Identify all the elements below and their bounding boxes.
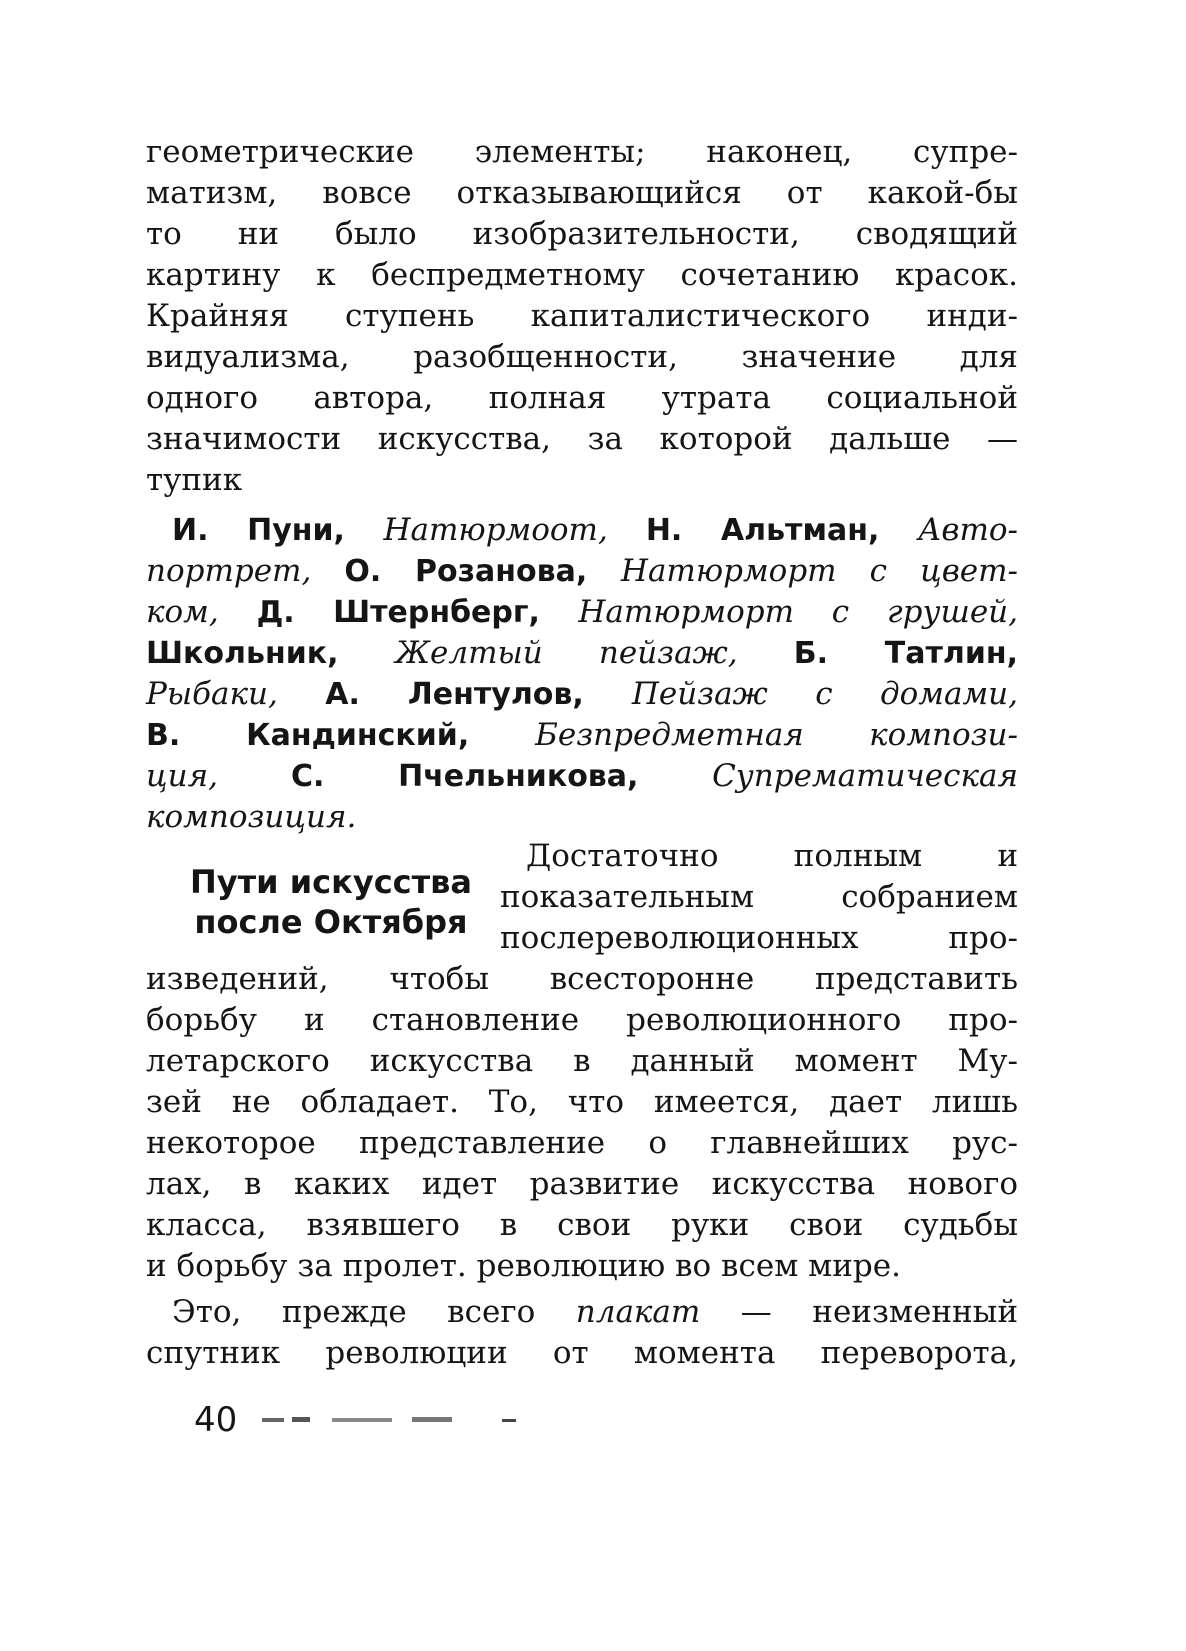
work-title: Натюрморт с цвет- [620, 553, 1018, 589]
works-list [146, 510, 1018, 838]
work-title: ком, [146, 594, 257, 630]
text-line: изведений, чтобы всесторонне представить [146, 961, 1018, 997]
text-line: лах, в каких идет развитие искусства нового [146, 1166, 1018, 1202]
section-heading-line-1: Пути искусства [189, 863, 473, 901]
text-line: матизм, вовсе отказывающийся от какой-бы [146, 175, 1018, 211]
work-title: Безпредметная компози- [535, 717, 1018, 753]
work-title: Натюрмоот, [383, 512, 646, 548]
text-line: одного автора, полная утрата социальной [146, 380, 1018, 416]
work-title: композиция. [146, 799, 357, 835]
artist-name: В. Кандинский, [146, 718, 536, 753]
poster-emphasis: плакат [575, 1294, 701, 1330]
artist-name: С. Пчельникова, [291, 759, 713, 794]
artist-name: Б. Татлин, [793, 636, 1018, 671]
work-title: Натюрморт с грушей, [578, 594, 1018, 630]
page-number: 40 [194, 1400, 238, 1440]
text-line: значимости искусства, за которой дальше — [146, 421, 1018, 457]
text-line: геометрические элементы; наконец, супре- [146, 134, 1018, 170]
work-title: Рыбаки, [146, 676, 326, 712]
work-title: ция, [146, 758, 292, 794]
artist-name: Школьник, [146, 636, 396, 671]
works-line [146, 756, 1018, 797]
text-line: показательным собранием [500, 879, 1018, 915]
poster-line-end: — неизменный [700, 1294, 1018, 1330]
text-line: послереволюционных про- [500, 920, 1018, 956]
work-title: Супрематическая [712, 758, 1018, 794]
text-line: и борьбу за пролет. революцию во всем мире. [146, 1248, 901, 1284]
text-line: летарского искусства в данный момент Му- [146, 1043, 1018, 1079]
text-line: борьбу и становление революционного про- [146, 1002, 1018, 1038]
text-line: спутник революции от момента переворота, [146, 1335, 1018, 1371]
section-heading-line-2: после Октября [194, 903, 468, 941]
text-line: видуализма, разобщенности, значение для [146, 339, 1018, 375]
works-line [146, 674, 1018, 715]
works-line [146, 592, 1018, 633]
works-line [146, 715, 1018, 756]
paragraph-poster [146, 1292, 1018, 1374]
artist-name: Д. Штернберг, [256, 595, 579, 630]
artist-name: О. Розанова, [344, 554, 621, 589]
work-title: Пейзаж с домами, [631, 676, 1019, 712]
paragraph-suprematism [146, 132, 1018, 501]
works-line [146, 633, 1018, 674]
text-line: класса, взявшего в свои руки свои судьбы [146, 1207, 1018, 1243]
paragraph-section-body [146, 959, 1018, 1287]
artist-name: Н. Альтман, [645, 513, 918, 548]
text-line [146, 1292, 1018, 1333]
work-title: портрет, [146, 553, 345, 589]
work-title: Авто- [917, 512, 1018, 548]
text-line: зей не обладает. То, что имеется, дает лишь [146, 1084, 1018, 1120]
artist-name: И. Пуни, [172, 513, 384, 548]
poster-line-start: Это, прежде всего [172, 1294, 576, 1330]
work-title: Желтый пейзаж, [395, 635, 794, 671]
paragraph-section-opening [500, 836, 1018, 959]
works-line [146, 797, 1018, 838]
works-line [146, 510, 1018, 551]
artist-name: А. Лентулов, [325, 677, 632, 712]
scan-smudge [262, 1414, 542, 1426]
text-line: картину к беспредметному сочетанию красок. [146, 257, 1018, 293]
text-line: то ни было изобразительности, сводящий [146, 216, 1018, 252]
section-heading [166, 862, 496, 942]
text-line: Достаточно полным и [526, 838, 1018, 874]
works-line [146, 551, 1018, 592]
text-line: тупик [146, 462, 243, 498]
text-line: некоторое представление о главнейших рус- [146, 1125, 1018, 1161]
text-line: Крайняя ступень капиталистического инди- [146, 298, 1018, 334]
